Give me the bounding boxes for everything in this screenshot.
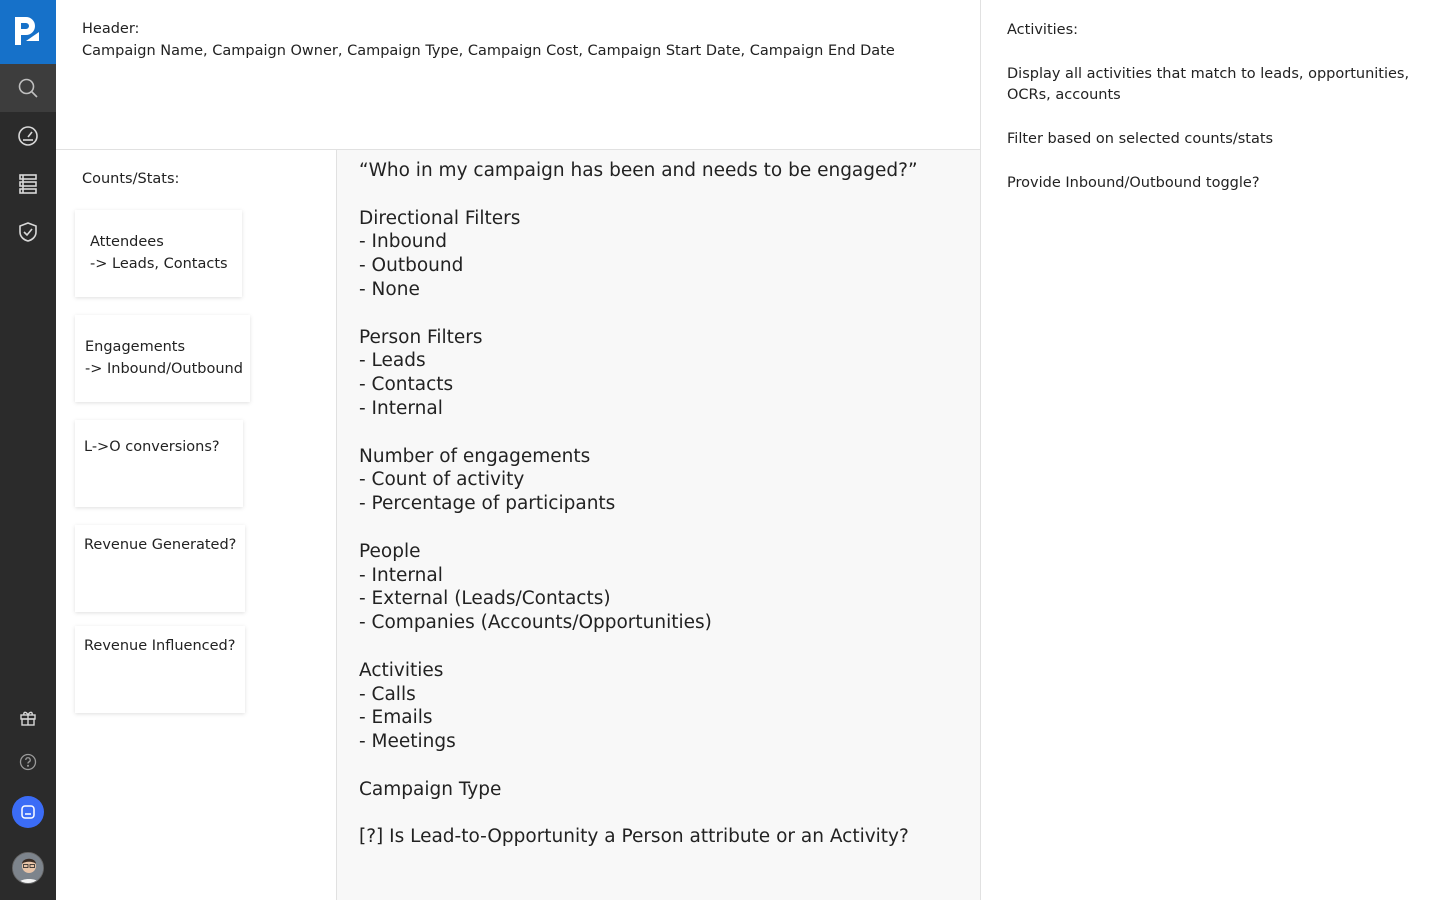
card-title: Revenue Influenced? xyxy=(84,638,236,654)
notes-text: “Who in my campaign has been and needs to be engaged?” Directional Filters - Inbound - Outbound - None Person Filters - Leads - Contacts - Internal Number of engagements - Count of activity - Percentage of participants People - Internal - External (Leads/Contacts) - Companies (Accounts/Opportunities) Activities - Calls - Emails - Meetings Campaign Type [?] Is Lead-to-Opportunity a Person attribute or an Activity? xyxy=(359,160,918,848)
header-label: Header: xyxy=(82,21,140,37)
header-panel xyxy=(56,0,980,150)
activities-title: Activities: xyxy=(1007,22,1079,38)
revenue-influenced-card[interactable] xyxy=(75,626,245,713)
avatar[interactable] xyxy=(12,852,44,884)
header-fields: Campaign Name, Campaign Owner, Campaign Type, Campaign Cost, Campaign Start Date, Campaign End Date xyxy=(82,43,895,59)
engagements-card[interactable] xyxy=(75,315,250,402)
activities-description: Display all activities that match to leads, opportunities, OCRs, accounts xyxy=(1007,66,1410,103)
card-title: Revenue Generated? xyxy=(84,537,237,553)
card-subtitle: -> Inbound/Outbound xyxy=(85,361,243,377)
gift-icon[interactable] xyxy=(0,694,56,742)
counts-panel xyxy=(56,150,337,900)
card-title: Attendees xyxy=(90,234,164,250)
card-title: Engagements xyxy=(85,339,186,355)
notes-panel xyxy=(337,150,980,900)
shield-check-icon[interactable] xyxy=(0,208,56,256)
logo-icon[interactable] xyxy=(0,0,56,64)
sidebar xyxy=(0,0,56,900)
activities-filter-note: Filter based on selected counts/stats xyxy=(1007,131,1274,147)
dashboard-icon[interactable] xyxy=(0,112,56,160)
chat-icon[interactable] xyxy=(12,796,44,828)
revenue-generated-card[interactable] xyxy=(75,525,245,612)
card-title: L->O conversions? xyxy=(84,439,220,455)
lo-conversions-card[interactable] xyxy=(75,420,243,507)
counts-title: Counts/Stats: xyxy=(82,171,180,187)
help-icon[interactable] xyxy=(0,738,56,786)
card-subtitle: -> Leads, Contacts xyxy=(90,256,228,272)
search-icon[interactable] xyxy=(0,64,56,112)
list-icon[interactable] xyxy=(0,160,56,208)
attendees-card[interactable] xyxy=(75,210,242,297)
activities-toggle-note: Provide Inbound/Outbound toggle? xyxy=(1007,175,1260,191)
activities-panel xyxy=(980,0,1440,900)
